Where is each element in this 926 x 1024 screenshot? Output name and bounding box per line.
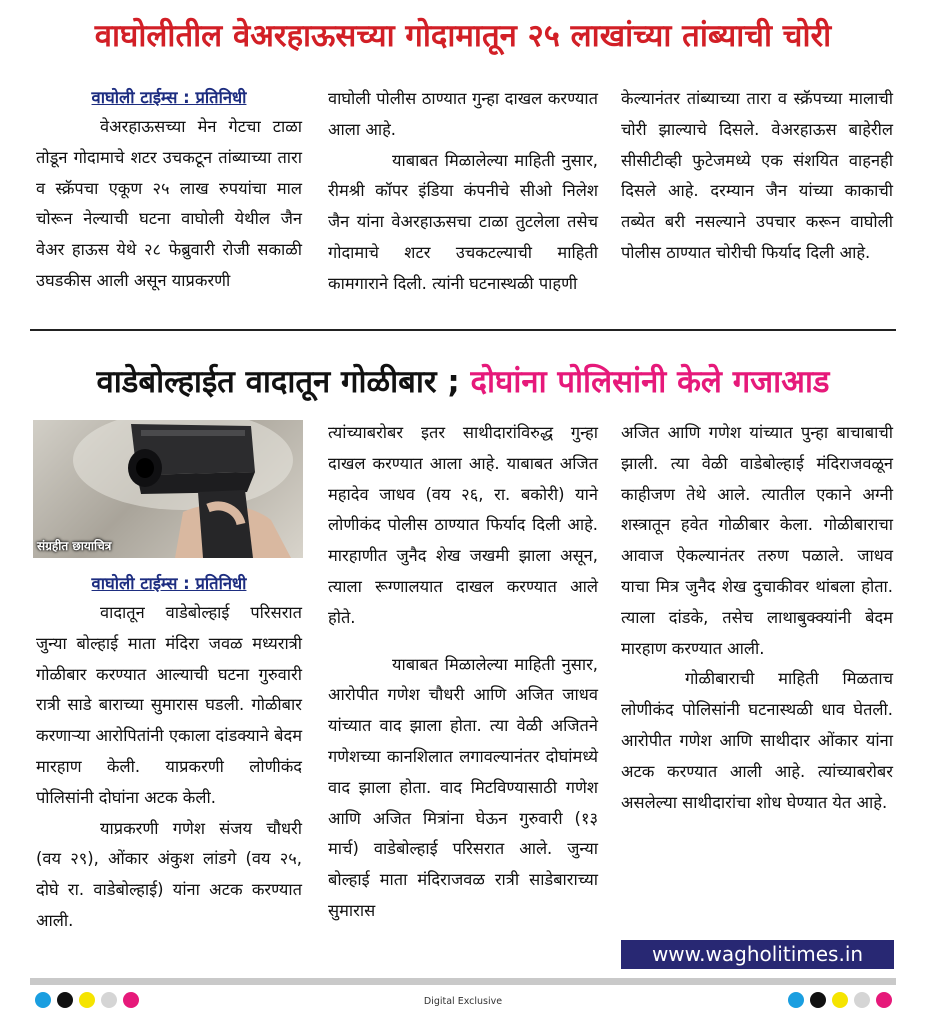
registration-dot-magenta <box>876 992 892 1008</box>
story2-col1-para1: वादातून वाडेबोल्हाई परिसरात जुन्या बोल्हाई माता मंदिरा जवळ मध्यरात्री गोळीबार करण्यात आल्याची घटना गुरुवारी रात्री साडे बाराच्या सुमारास घडली. गोळीबार करणाऱ्या आरोपितांनी एकाला दांडक्याने बेदम मारहाण केली. याप्रकरणी लोणीकंद पोलिसांनी दोघांना अटक केली. <box>36 603 302 807</box>
photo-caption: संग्रहीत छायाचित्र <box>37 539 112 553</box>
registration-dot-yellow <box>832 992 848 1008</box>
story2-column-2 <box>328 418 598 927</box>
story1-col3-text: केल्यानंतर तांब्याच्या तारा व स्क्रॅपच्या मालाची चोरी झाल्याचे दिसले. वेअरहाऊस बाहेरील सीसीटीव्ही फुटेजमध्ये एक संशयित वाहनही दिसले आहे. दरम्यान जैन यांच्या काकाची तब्येत बरी नसल्याने उपचार करून वाघोली पोलीस ठाण्यात चोरीची फिर्याद दिली आहे. <box>621 89 893 262</box>
pistol-photo <box>33 420 303 558</box>
footer-label: Digital Exclusive <box>423 996 503 1007</box>
registration-dot-gray <box>854 992 870 1008</box>
story1-byline: वाघोली टाईम्स : प्रतिनिधी <box>91 88 247 107</box>
story2-col3-para1: अजित आणि गणेश यांच्यात पुन्हा बाचाबाची झाली. त्या वेळी वाडेबोल्हाई मंदिराजवळून काहीजण तेथे आले. त्यातील एकाने अग्नी शस्त्रातून हवेत गोळीबार केला. गोळीबाराचा आवाज ऐकल्यानंतर तरुण पळाले. जाधव याचा मित्र जुनैद शेख दुचाकीवर थांबला होता. त्याला दांडके, तसेच लाथाबुक्क्यांनी बेदम मारहाण करण्यात आली. <box>621 423 893 658</box>
story2-column-1 <box>36 570 302 937</box>
story1-headline: वाघोलीतील वेअरहाऊसच्या गोदामातून २५ लाखांच्या तांब्याची चोरी <box>94 18 832 54</box>
story1-col2-para2: याबाबत मिळालेल्या माहिती नुसार, रीमश्री कॉपर इंडिया कंपनीचे सीओ निलेश जैन यांना वेअरहाऊसचा टाळा तुटलेला तसेच गोदामाचे शटर उचकटल्याची माहिती कामगाराने दिली. त्यांनी घटनास्थळी पाहणी <box>328 150 598 293</box>
story2-headline-part-a: वाडेबोल्हाईत वादातून गोळीबार <box>96 364 437 400</box>
registration-dot-black <box>810 992 826 1008</box>
story1-column-1 <box>36 84 302 297</box>
registration-dots-right <box>788 992 892 1008</box>
story2-col2-para2: याबाबत मिळालेल्या माहिती नुसार, आरोपीत गणेश चौधरी आणि अजित जाधव यांच्यात वाद झाला होता. त्या वेळी अजितने गणेशच्या कानशिलात लगावल्यानंतर दोघांमध्ये वाद झाला होता. वाद मिटविण्यासाठी गणेश आणि अजित मित्रांना घेऊन गुरुवारी (१३ मार्च) वाडेबोल्हाई परिसरात आले. जुन्या बोल्हाई माता मंदिराजवळ रात्री साडेबाराच्या सुमारास <box>328 654 598 920</box>
section-divider <box>30 329 896 331</box>
story2-column-3 <box>621 418 893 818</box>
story2-headline-separator: ; <box>447 364 460 400</box>
story1-col2-para1: वाघोली पोलीस ठाण्यात गुन्हा दाखल करण्यात आला आहे. <box>328 89 598 139</box>
bottom-bar <box>30 978 896 985</box>
story2-headline <box>0 360 926 402</box>
story1-column-2 <box>328 84 598 300</box>
story1-col1-text: वेअरहाऊसच्या मेन गेटचा टाळा तोडून गोदामाचे शटर उचकटून तांब्याच्या तारा व स्क्रॅपचा एकूण २५ लाख रुपयांचा माल चोरून नेल्याची घटना वाघोली येथील जैन वेअर हाऊस येथे २८ फेब्रुवारी रोजी सकाळी उघडकीस आली असून याप्रकरणी <box>36 117 302 290</box>
story2-col2-para1: त्यांच्याबरोबर इतर साथीदारांविरुद्ध गुन्हा दाखल करण्यात आला आहे. याबाबत अजित महादेव जाधव (वय २६, रा. बकोरी) याने लोणीकंद पोलीस ठाण्यात फिर्याद दिली आहे. मारहाणीत जुनैद शेख जखमी झाला असून, त्याला रूग्णालयात दाखल करण्यात आले होते. <box>328 423 598 627</box>
website-banner[interactable]: www.wagholitimes.in <box>621 940 894 969</box>
story2-col1-para2: याप्रकरणी गणेश संजय चौधरी (वय २९), ओंकार अंकुश लांडगे (वय २५, दोघे रा. वाडेबोल्हाई) यांना अटक करण्यात आली. <box>36 818 302 930</box>
registration-dot-cyan <box>788 992 804 1008</box>
story2-col3-para2: गोळीबाराची माहिती मिळताच लोणीकंद पोलिसांनी घटनास्थळी धाव घेतली. आरोपीत गणेश आणि साथीदार ओंकार यांना अटक करण्यात आली आहे. त्यांच्याबरोबर असलेल्या साथीदारांचा शोध घेण्यात येत आहे. <box>621 669 893 812</box>
story2-byline: वाघोली टाईम्स : प्रतिनिधी <box>91 574 247 593</box>
story1-column-3 <box>621 84 893 269</box>
story2-headline-part-b: दोघांना पोलिसांनी केले गजाआड <box>470 364 830 400</box>
